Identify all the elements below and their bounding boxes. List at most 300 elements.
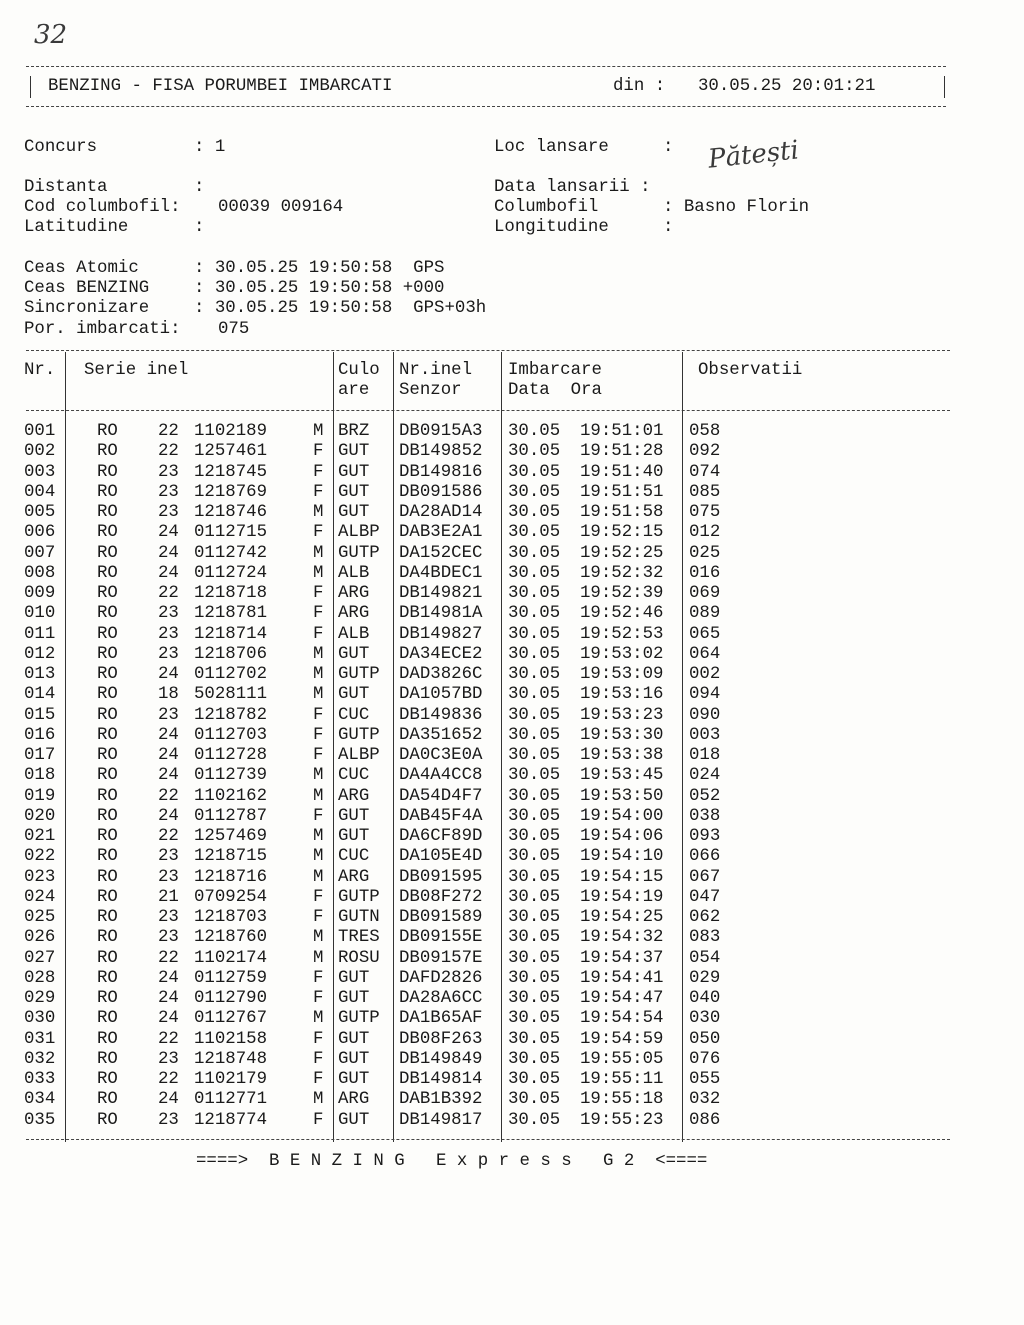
cell-data: 30.05: [508, 665, 561, 684]
cell-data: 30.05: [508, 786, 561, 806]
table-row: [0, 422, 1024, 442]
cell-ora: 19:54:59: [580, 1029, 664, 1049]
cell-tara: RO: [97, 482, 118, 502]
cell-ora: 19:51:28: [580, 442, 664, 462]
table-row: [0, 766, 1024, 786]
cell-culoare: ALB: [338, 563, 370, 583]
cell-tara: RO: [97, 1049, 118, 1069]
cell-culoare: GUTP: [338, 725, 380, 745]
cell-sex: F: [313, 523, 324, 543]
cell-an: 24: [158, 968, 179, 988]
cell-ora: 19:53:02: [580, 644, 664, 664]
cell-sex: M: [313, 1009, 324, 1029]
cell-ora: 19:54:32: [580, 928, 664, 948]
cell-sex: F: [313, 887, 324, 907]
columbofil-value: : Basno Florin: [663, 198, 810, 217]
table-row: [0, 989, 1024, 1009]
cell-sex: F: [313, 725, 324, 745]
porumbei-imbarcati-value: 075: [218, 320, 250, 339]
cell-senzor: DA34ECE2: [399, 644, 483, 664]
cell-serie: 5028111: [194, 685, 268, 705]
cell-serie: 0112715: [194, 523, 268, 543]
cell-obs: 089: [689, 604, 721, 624]
table-row: [0, 746, 1024, 766]
cell-ora: 19:52:46: [580, 604, 664, 624]
cell-nr: 023: [24, 867, 56, 887]
loc-lansare-sep: :: [663, 138, 674, 157]
cell-tara: RO: [97, 968, 118, 988]
cell-serie: 0112724: [194, 563, 268, 583]
cell-data: 30.05: [508, 887, 561, 907]
cell-ora: 19:51:40: [580, 462, 664, 482]
cell-nr: 032: [24, 1049, 56, 1069]
cell-senzor: DAD3826C: [399, 665, 483, 684]
col-header-culoare-1: Culo: [338, 361, 380, 380]
cell-tara: RO: [97, 442, 118, 462]
cell-serie: 1102174: [194, 948, 268, 968]
cell-serie: 0112703: [194, 725, 268, 745]
sincronizare-value: : 30.05.25 19:50:58 GPS+03h: [194, 299, 487, 318]
cell-serie: 1218748: [194, 1049, 268, 1069]
cell-senzor: DA6CF89D: [399, 827, 483, 846]
cell-sex: F: [313, 746, 324, 765]
cell-tara: RO: [97, 989, 118, 1008]
cell-tara: RO: [97, 887, 118, 907]
cell-senzor: DB09157E: [399, 948, 483, 968]
table-header-divider: [26, 410, 950, 411]
cell-obs: 055: [689, 1070, 721, 1089]
cell-culoare: GUTP: [338, 665, 380, 684]
latitudine-label: Latitudine: [24, 218, 129, 237]
cell-tara: RO: [97, 827, 118, 846]
cell-an: 22: [158, 584, 179, 603]
cell-sex: F: [313, 1049, 324, 1069]
table-row: [0, 442, 1024, 462]
cell-tara: RO: [97, 1090, 118, 1110]
table-row: [0, 564, 1024, 584]
cell-sex: F: [313, 604, 324, 624]
cell-tara: RO: [97, 543, 118, 563]
cell-an: 23: [158, 503, 179, 522]
distanta-sep: :: [194, 178, 205, 197]
cell-sex: M: [313, 644, 324, 664]
cell-ora: 19:55:23: [580, 1110, 664, 1130]
cell-culoare: ARG: [338, 867, 370, 887]
cell-data: 30.05: [508, 705, 561, 725]
cell-an: 22: [158, 422, 179, 441]
handwritten-page-number: 32: [34, 20, 68, 50]
cell-data: 30.05: [508, 725, 561, 745]
cell-nr: 012: [24, 644, 56, 664]
table-row: [0, 1050, 1024, 1070]
cell-nr: 031: [24, 1029, 56, 1049]
table-row: [0, 584, 1024, 604]
cell-data: 30.05: [508, 806, 561, 826]
cell-an: 23: [158, 1110, 179, 1130]
cell-obs: 083: [689, 928, 721, 948]
cell-ora: 19:53:45: [580, 766, 664, 786]
cell-an: 23: [158, 482, 179, 502]
cell-senzor: DB149814: [399, 1070, 483, 1089]
cell-serie: 0112739: [194, 766, 268, 786]
cell-data: 30.05: [508, 543, 561, 563]
cell-data: 30.05: [508, 563, 561, 583]
table-row: [0, 807, 1024, 827]
cell-sex: F: [313, 482, 324, 502]
cell-nr: 018: [24, 766, 56, 786]
cell-culoare: ARG: [338, 1090, 370, 1110]
cell-tara: RO: [97, 908, 118, 927]
cell-sex: M: [313, 543, 324, 563]
cell-data: 30.05: [508, 422, 561, 441]
cell-an: 22: [158, 948, 179, 968]
cell-sex: F: [313, 462, 324, 482]
cell-culoare: BRZ: [338, 422, 370, 441]
cell-senzor: DB091586: [399, 482, 483, 502]
cell-an: 23: [158, 908, 179, 927]
cell-ora: 19:53:30: [580, 725, 664, 745]
cell-senzor: DB149827: [399, 624, 483, 644]
table-bottom-border: [26, 1139, 950, 1140]
cell-ora: 19:53:38: [580, 746, 664, 765]
cell-an: 24: [158, 806, 179, 826]
cell-serie: 1102162: [194, 786, 268, 806]
cell-ora: 19:52:53: [580, 624, 664, 644]
cell-tara: RO: [97, 847, 118, 867]
table-row: [0, 949, 1024, 969]
cell-an: 23: [158, 644, 179, 664]
cell-an: 23: [158, 624, 179, 644]
cell-nr: 009: [24, 584, 56, 603]
cell-senzor: DA1B65AF: [399, 1009, 483, 1029]
cell-an: 24: [158, 1090, 179, 1110]
cell-data: 30.05: [508, 1090, 561, 1110]
cell-senzor: DB0915A3: [399, 422, 483, 441]
cell-tara: RO: [97, 705, 118, 725]
table-row: [0, 1030, 1024, 1050]
cell-culoare: CUC: [338, 847, 370, 867]
cell-senzor: DB08F263: [399, 1029, 483, 1049]
cell-tara: RO: [97, 867, 118, 887]
cell-senzor: DA54D4F7: [399, 786, 483, 806]
cell-an: 22: [158, 1029, 179, 1049]
table-row: [0, 787, 1024, 807]
cell-senzor: DAFD2826: [399, 968, 483, 988]
cell-data: 30.05: [508, 746, 561, 765]
table-row: [0, 868, 1024, 888]
cell-data: 30.05: [508, 1049, 561, 1069]
cell-serie: 1102158: [194, 1029, 268, 1049]
cell-obs: 090: [689, 705, 721, 725]
cell-ora: 19:51:58: [580, 503, 664, 522]
cell-obs: 030: [689, 1009, 721, 1029]
cell-sex: M: [313, 867, 324, 887]
cell-an: 23: [158, 705, 179, 725]
cell-ora: 19:52:39: [580, 584, 664, 603]
cell-culoare: GUTP: [338, 1009, 380, 1029]
col-header-serie-inel: Serie inel: [84, 361, 189, 380]
ceas-atomic-label: Ceas Atomic: [24, 259, 139, 278]
cell-tara: RO: [97, 928, 118, 948]
cell-tara: RO: [97, 624, 118, 644]
cell-culoare: GUT: [338, 482, 370, 502]
cell-senzor: DB149821: [399, 584, 483, 603]
cell-sex: F: [313, 442, 324, 462]
table-row: [0, 544, 1024, 564]
cell-obs: 069: [689, 584, 721, 603]
cell-culoare: GUT: [338, 685, 370, 705]
cell-obs: 065: [689, 624, 721, 644]
cell-serie: 0112790: [194, 989, 268, 1008]
cell-an: 24: [158, 665, 179, 684]
cell-ora: 19:53:09: [580, 665, 664, 684]
cell-sex: F: [313, 624, 324, 644]
header-bottom-border: [26, 106, 946, 107]
cell-nr: 015: [24, 705, 56, 725]
cell-data: 30.05: [508, 644, 561, 664]
table-row: [0, 706, 1024, 726]
cell-data: 30.05: [508, 1110, 561, 1130]
cell-nr: 019: [24, 786, 56, 806]
print-date-value: 30.05.25 20:01:21: [698, 77, 876, 96]
cell-nr: 029: [24, 989, 56, 1008]
cell-ora: 19:54:37: [580, 948, 664, 968]
cell-senzor: DB149849: [399, 1049, 483, 1069]
cell-serie: 1218703: [194, 908, 268, 927]
cell-sex: F: [313, 1029, 324, 1049]
table-row: [0, 888, 1024, 908]
cell-senzor: DAB45F4A: [399, 806, 483, 826]
cell-obs: 076: [689, 1049, 721, 1069]
cell-ora: 19:54:54: [580, 1009, 664, 1029]
cell-ora: 19:55:18: [580, 1090, 664, 1110]
table-row: [0, 685, 1024, 705]
cell-an: 24: [158, 725, 179, 745]
cell-culoare: GUT: [338, 644, 370, 664]
cell-obs: 002: [689, 665, 721, 684]
cell-nr: 010: [24, 604, 56, 624]
document-title: BENZING - FISA PORUMBEI IMBARCATI: [48, 77, 393, 96]
cell-obs: 074: [689, 462, 721, 482]
cell-culoare: ROSU: [338, 948, 380, 968]
cell-culoare: ALB: [338, 624, 370, 644]
cell-sex: F: [313, 806, 324, 826]
cell-nr: 030: [24, 1009, 56, 1029]
cell-nr: 033: [24, 1070, 56, 1089]
cell-culoare: TRES: [338, 928, 380, 948]
cell-senzor: DA4A4CC8: [399, 766, 483, 786]
cell-data: 30.05: [508, 847, 561, 867]
cell-tara: RO: [97, 1029, 118, 1049]
cell-culoare: CUC: [338, 705, 370, 725]
cell-obs: 064: [689, 644, 721, 664]
cell-serie: 0112759: [194, 968, 268, 988]
cod-columbofil-value: 00039 009164: [218, 198, 344, 217]
cell-serie: 0709254: [194, 887, 268, 907]
table-row: [0, 1070, 1024, 1090]
table-row: [0, 908, 1024, 928]
cell-ora: 19:53:23: [580, 705, 664, 725]
cell-tara: RO: [97, 604, 118, 624]
cell-data: 30.05: [508, 584, 561, 603]
cell-an: 24: [158, 989, 179, 1008]
cell-serie: 0112702: [194, 665, 268, 684]
cell-ora: 19:51:01: [580, 422, 664, 441]
cell-senzor: DA28A6CC: [399, 989, 483, 1008]
cell-sex: M: [313, 563, 324, 583]
cell-obs: 086: [689, 1110, 721, 1130]
cell-senzor: DA351652: [399, 725, 483, 745]
table-body: [0, 422, 1024, 1134]
cell-ora: 19:54:00: [580, 806, 664, 826]
table-row: [0, 726, 1024, 746]
cell-nr: 016: [24, 725, 56, 745]
cell-tara: RO: [97, 685, 118, 705]
col-header-nr: Nr.: [24, 361, 56, 380]
longitudine-label: Longitudine: [494, 218, 609, 237]
table-row: [0, 1090, 1024, 1110]
cell-ora: 19:52:15: [580, 523, 664, 543]
cell-obs: 038: [689, 806, 721, 826]
distanta-label: Distanta: [24, 178, 108, 197]
cell-culoare: GUT: [338, 462, 370, 482]
cell-culoare: GUT: [338, 989, 370, 1008]
cell-senzor: DA152CEC: [399, 543, 483, 563]
header-right-border: [944, 76, 945, 98]
cell-an: 23: [158, 604, 179, 624]
cell-senzor: DAB1B392: [399, 1090, 483, 1110]
cell-nr: 013: [24, 665, 56, 684]
cell-obs: 094: [689, 685, 721, 705]
longitudine-sep: :: [663, 218, 674, 237]
cell-senzor: DAB3E2A1: [399, 523, 483, 543]
cell-culoare: GUT: [338, 806, 370, 826]
cell-tara: RO: [97, 1009, 118, 1029]
cell-obs: 032: [689, 1090, 721, 1110]
cell-serie: 0112767: [194, 1009, 268, 1029]
cell-sex: F: [313, 1070, 324, 1089]
cell-sex: F: [313, 584, 324, 603]
cell-data: 30.05: [508, 685, 561, 705]
cell-senzor: DA105E4D: [399, 847, 483, 867]
cell-tara: RO: [97, 523, 118, 543]
cell-obs: 040: [689, 989, 721, 1008]
cell-tara: RO: [97, 462, 118, 482]
cell-senzor: DB149836: [399, 705, 483, 725]
cell-nr: 034: [24, 1090, 56, 1110]
cell-nr: 004: [24, 482, 56, 502]
cell-obs: 029: [689, 968, 721, 988]
cell-senzor: DB149817: [399, 1110, 483, 1130]
header-left-border: [30, 76, 31, 98]
cell-ora: 19:53:16: [580, 685, 664, 705]
table-row: [0, 645, 1024, 665]
cell-tara: RO: [97, 1070, 118, 1089]
cell-an: 23: [158, 1049, 179, 1069]
cell-tara: RO: [97, 584, 118, 603]
cell-serie: 0112742: [194, 543, 268, 563]
cell-serie: 1218714: [194, 624, 268, 644]
cell-nr: 022: [24, 847, 56, 867]
col-header-culoare-2: are: [338, 381, 370, 400]
cell-culoare: ARG: [338, 584, 370, 603]
cell-an: 23: [158, 928, 179, 948]
cell-serie: 1218781: [194, 604, 268, 624]
cell-tara: RO: [97, 786, 118, 806]
cell-culoare: GUTP: [338, 887, 380, 907]
cell-nr: 024: [24, 887, 56, 907]
cell-data: 30.05: [508, 482, 561, 502]
cell-data: 30.05: [508, 766, 561, 786]
cell-data: 30.05: [508, 867, 561, 887]
cell-ora: 19:51:51: [580, 482, 664, 502]
cell-serie: 1218746: [194, 503, 268, 522]
cell-serie: 1218716: [194, 867, 268, 887]
cell-an: 22: [158, 786, 179, 806]
cell-culoare: ARG: [338, 604, 370, 624]
cell-an: 24: [158, 766, 179, 786]
cell-sex: M: [313, 422, 324, 441]
cell-culoare: GUT: [338, 827, 370, 846]
table-row: [0, 483, 1024, 503]
col-header-imbarcare-1: Imbarcare: [508, 361, 602, 380]
cell-serie: 1218745: [194, 462, 268, 482]
cell-an: 23: [158, 847, 179, 867]
table-row: [0, 928, 1024, 948]
cell-culoare: GUT: [338, 1110, 370, 1130]
cell-ora: 19:53:50: [580, 786, 664, 806]
cell-obs: 025: [689, 543, 721, 563]
cell-ora: 19:54:10: [580, 847, 664, 867]
cell-sex: M: [313, 766, 324, 786]
col-header-imbarcare-2: Data Ora: [508, 381, 602, 400]
cell-sex: M: [313, 685, 324, 705]
cell-data: 30.05: [508, 442, 561, 462]
cell-obs: 047: [689, 887, 721, 907]
cell-an: 22: [158, 827, 179, 846]
cell-data: 30.05: [508, 928, 561, 948]
cell-nr: 007: [24, 543, 56, 563]
cell-nr: 008: [24, 563, 56, 583]
cell-data: 30.05: [508, 989, 561, 1008]
loc-lansare-label: Loc lansare: [494, 138, 609, 157]
cell-serie: 1218760: [194, 928, 268, 948]
cell-nr: 017: [24, 746, 56, 765]
cell-tara: RO: [97, 948, 118, 968]
col-header-nr-inel-2: Senzor: [399, 381, 462, 400]
col-header-nr-inel-1: Nr.inel: [399, 361, 473, 380]
cell-senzor: DB14981A: [399, 604, 483, 624]
cell-ora: 19:54:25: [580, 908, 664, 927]
cell-sex: F: [313, 968, 324, 988]
ceas-benzing-label: Ceas BENZING: [24, 279, 150, 298]
cell-data: 30.05: [508, 968, 561, 988]
cell-tara: RO: [97, 563, 118, 583]
porumbei-imbarcati-label: Por. imbarcati:: [24, 320, 181, 339]
cell-ora: 19:54:41: [580, 968, 664, 988]
handwritten-release-location: Pătești: [706, 135, 801, 175]
cell-obs: 018: [689, 746, 721, 765]
cell-serie: 1257461: [194, 442, 268, 462]
cell-an: 24: [158, 746, 179, 765]
cell-tara: RO: [97, 503, 118, 522]
cell-senzor: DB08F272: [399, 887, 483, 907]
cell-senzor: DB149852: [399, 442, 483, 462]
cell-nr: 020: [24, 806, 56, 826]
table-row: [0, 1111, 1024, 1131]
cell-obs: 054: [689, 948, 721, 968]
cell-nr: 001: [24, 422, 56, 441]
